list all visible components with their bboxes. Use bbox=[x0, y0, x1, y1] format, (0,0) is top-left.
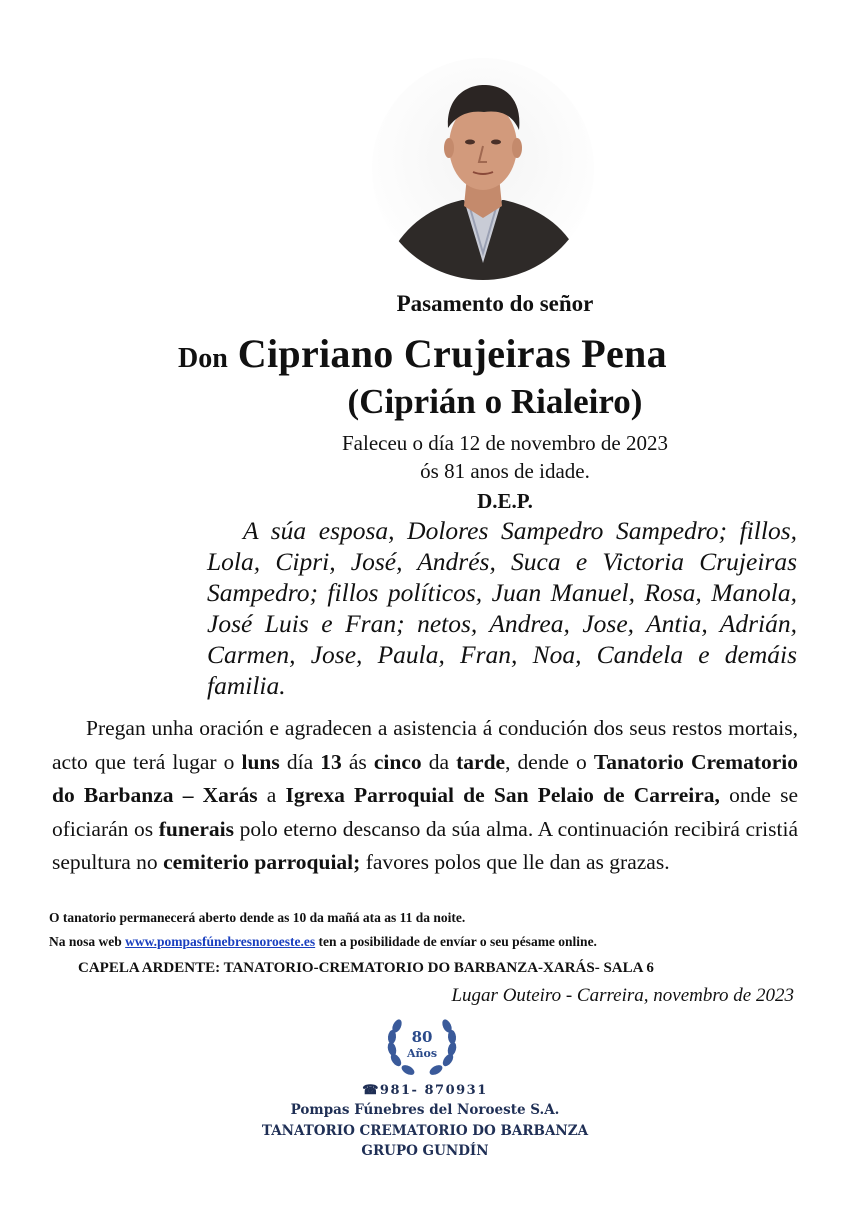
crematorium-name: TANATORIO CREMATORIO DO BARBANZA bbox=[261, 1123, 589, 1139]
deceased-name: Cipriano Crujeiras Pena bbox=[237, 331, 667, 376]
opening-hours-note: O tanatorio permanecerá aberto dende as 10 da mañá ata as 11 da noite. bbox=[49, 910, 466, 925]
website-link[interactable]: www.pompasfúnebresnoroeste.es bbox=[125, 934, 316, 949]
service-hour: cinco bbox=[373, 749, 422, 774]
deceased-name-line bbox=[178, 330, 798, 377]
laurel-wreath-icon bbox=[384, 1012, 460, 1082]
family-list: A súa esposa, Dolores Sampedro Sampedro; fillos, Lola, Cipri, José, Andrés, Suca e Victoria Crujeiras Sampedro; fillos políticos, Juan Manuel, Rosa, Manola, José Luis e Fran; netos, Andrea, Jose, Antia, Adrián, Carmen, Jose, Paula, Fran, Noa, Candela e demáis familia. bbox=[207, 516, 797, 700]
service-text: a bbox=[257, 783, 286, 807]
service-origin: Tanatorio Crematorio do Barbanza – Xarás bbox=[52, 749, 799, 807]
age-at-death: ós 81 anos de idade. bbox=[420, 459, 590, 483]
service-details bbox=[52, 712, 798, 880]
service-church: Igrexa Parroquial de San Pelaio de Carreira, bbox=[285, 783, 720, 807]
service-text: , dende o bbox=[505, 749, 594, 774]
deceased-nickname: (Ciprián o Rialeiro) bbox=[347, 382, 643, 421]
service-text: ás bbox=[341, 749, 374, 774]
death-date: Faleceu o día 12 de novembro de 2023 bbox=[342, 431, 668, 455]
phone-line bbox=[0, 1083, 850, 1098]
chapel-location: CAPELA ARDENTE: TANATORIO-CREMATORIO DO BARBANZA-XARÁS- SALA 6 bbox=[78, 960, 654, 976]
phone-icon: ☎ bbox=[362, 1083, 380, 1098]
company-name: Pompas Fúnebres del Noroeste S.A. bbox=[290, 1102, 560, 1118]
rest-in-peace: D.E.P. bbox=[477, 489, 533, 513]
honorific: Don bbox=[178, 343, 228, 374]
service-day: luns bbox=[241, 749, 280, 774]
notice-intro: Pasamento do señor bbox=[396, 291, 594, 316]
service-date: 13 bbox=[320, 749, 342, 774]
service-text: da bbox=[421, 749, 457, 774]
web-note-text: Na nosa web bbox=[49, 934, 126, 949]
service-text: día bbox=[279, 749, 321, 774]
phone-number: 981- 870931 bbox=[379, 1083, 488, 1098]
badge-word: Años bbox=[406, 1047, 438, 1060]
web-condolence-note bbox=[49, 934, 597, 950]
service-text: polo eterno descanso da súa alma. A continuación recibirá cristiá sepultura no bbox=[52, 816, 799, 874]
portrait-image bbox=[372, 58, 594, 280]
web-note-text: ten a posibilidade de envíar o seu pésame online. bbox=[315, 934, 597, 949]
anniversary-badge bbox=[384, 1012, 460, 1082]
service-cemetery: cemiterio parroquial; bbox=[163, 850, 361, 874]
service-text: favores polos que lle dan as grazas. bbox=[360, 850, 670, 874]
service-period: tarde bbox=[456, 749, 506, 774]
portrait-photo bbox=[372, 58, 594, 280]
service-text: Pregan unha oración e agradecen a asistencia á condución dos seus restos mortais, acto que terá lugar o bbox=[52, 716, 798, 774]
place-and-date: Lugar Outeiro - Carreira, novembro de 2023 bbox=[451, 985, 794, 1006]
badge-number: 80 bbox=[411, 1028, 433, 1046]
service-text: onde se oficiarán os bbox=[52, 783, 799, 841]
group-name: GRUPO GUNDÍN bbox=[361, 1143, 489, 1159]
service-funeral: funerais bbox=[158, 816, 234, 841]
